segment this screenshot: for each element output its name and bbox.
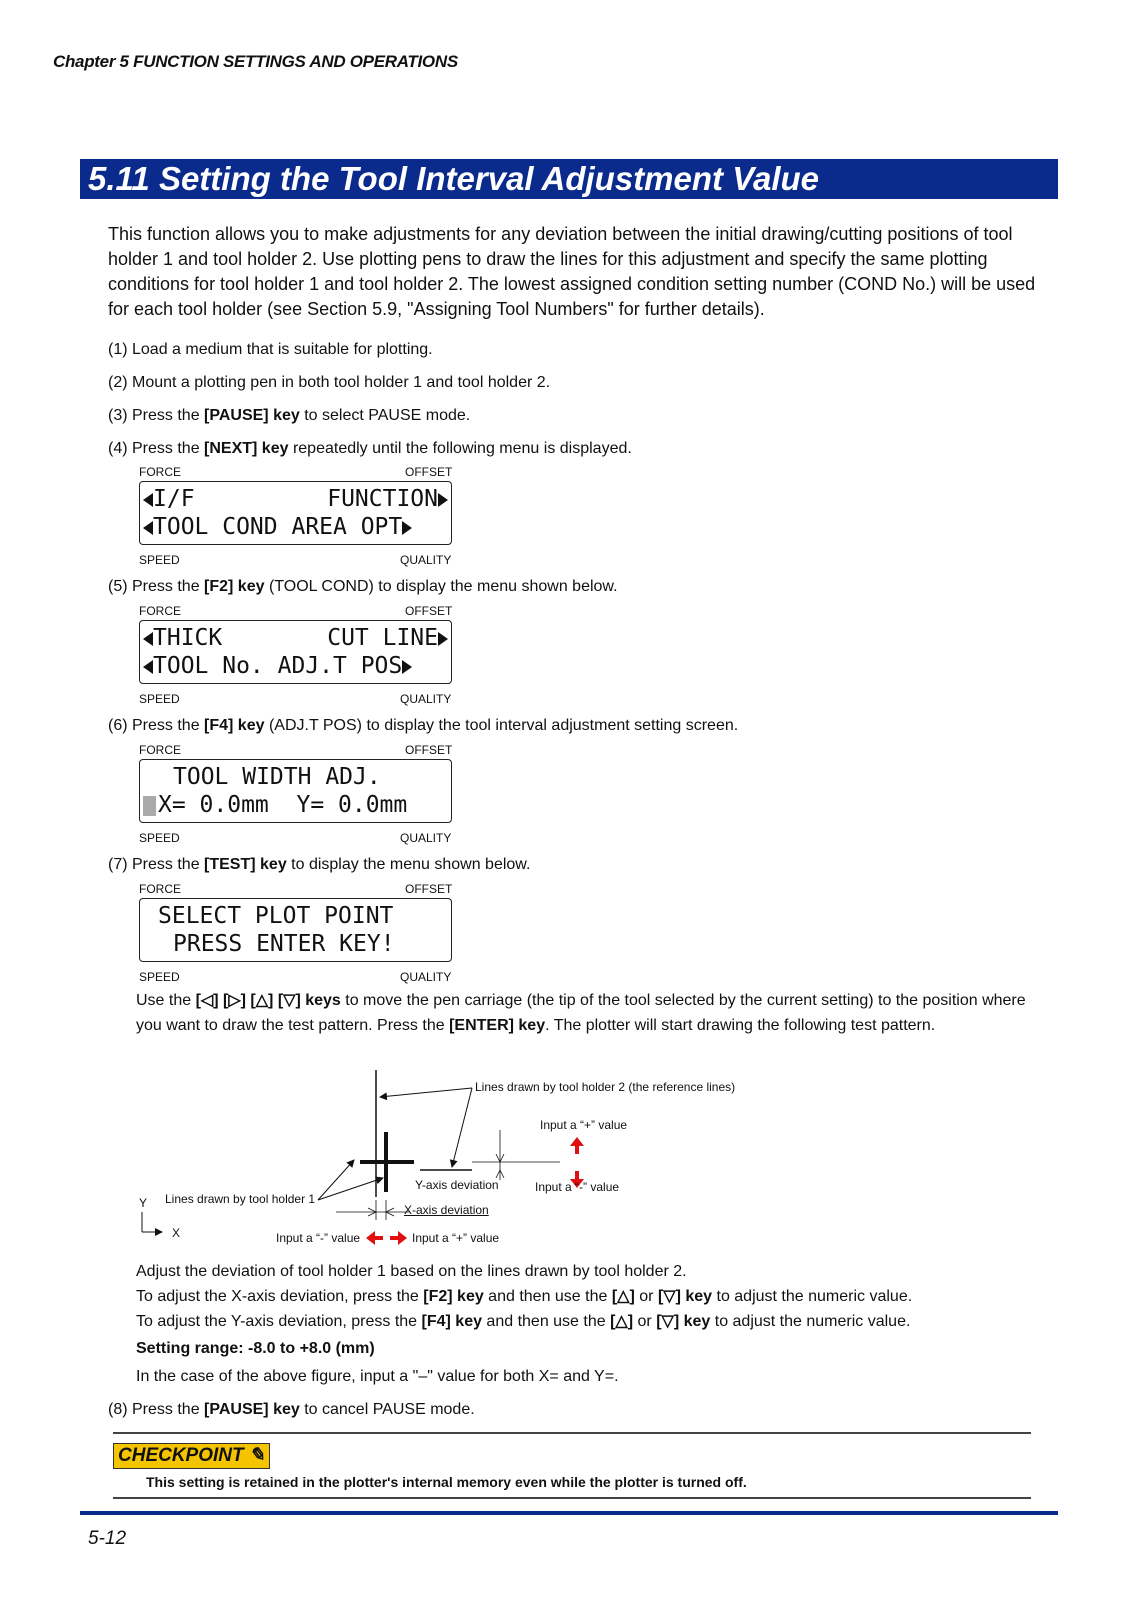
step-7 — [108, 855, 530, 875]
right-arrow-icon — [438, 493, 448, 507]
left-arrow-icon — [143, 660, 153, 674]
step-4-key: [NEXT] key — [204, 440, 289, 457]
lcd1-offset-label: OFFSET — [405, 465, 453, 479]
checkpoint-bottom-rule — [113, 1497, 1031, 1499]
step-1: (1) Load a medium that is suitable for plotting. — [108, 341, 433, 358]
lcd2-r1-right: CUT LINE — [327, 625, 438, 651]
ref-leader-2 — [452, 1088, 472, 1167]
lcd-display-2 — [139, 620, 452, 684]
step-7-text-b: to display the menu shown below. — [286, 856, 531, 873]
step-6-text-b: (ADJ.T POS) to display the tool interval adjustment setting screen. — [264, 717, 739, 734]
step-3-text-a: (3) Press the — [108, 407, 205, 424]
step-6 — [108, 716, 738, 736]
lcd2-speed-label: SPEED — [139, 692, 180, 706]
y-dev-label: Y-axis deviation — [415, 1178, 499, 1192]
lcd2-row2 — [140, 652, 451, 680]
lcd-display-1 — [139, 481, 452, 545]
lcd4-r1-text: SELECT PLOT POINT — [158, 903, 394, 929]
right-arrow-icon — [402, 521, 412, 535]
holder1-label: Lines drawn by tool holder 1 — [165, 1192, 316, 1206]
step-5-text-b: (TOOL COND) to display the menu shown below. — [264, 578, 618, 595]
chapter-header: Chapter 5 FUNCTION SETTINGS AND OPERATIONS — [53, 52, 458, 71]
lcd3-r1-text: TOOL WIDTH ADJ. — [173, 764, 381, 790]
lcd2-offset-label: OFFSET — [405, 604, 453, 618]
step-8-text-b: to cancel PAUSE mode. — [299, 1401, 475, 1418]
lcd1-r2-text: TOOL COND AREA OPT — [153, 514, 403, 540]
lcd1-row2 — [140, 513, 451, 541]
minus-bottom-label: Input a “-” value — [276, 1231, 361, 1245]
lcd1-speed-label: SPEED — [139, 553, 180, 567]
lcd2-r1-left: THICK — [153, 625, 223, 651]
step-7-key: [TEST] key — [204, 856, 287, 873]
red-arrow-up-icon — [570, 1137, 584, 1154]
lcd1-force-label: FORCE — [139, 465, 181, 479]
lcd4-force-label: FORCE — [139, 882, 181, 896]
lcd-display-3 — [139, 759, 452, 823]
x-dev-label: X-axis deviation — [404, 1203, 489, 1217]
lcd4-offset-label: OFFSET — [405, 882, 453, 896]
footer-bar — [80, 1511, 1058, 1515]
section-title: 5.11 Setting the Tool Interval Adjustment Value — [88, 160, 820, 197]
lcd1-r1-left: I/F — [153, 486, 195, 512]
step-4 — [108, 439, 632, 459]
lcd3-speed-label: SPEED — [139, 831, 180, 845]
lcd2-force-label: FORCE — [139, 604, 181, 618]
case-note: In the case of the above figure, input a "–" value for both X= and Y=. — [136, 1368, 619, 1385]
checkpoint-badge-text: CHECKPOINT — [118, 1445, 244, 1466]
pencil-icon: ✎ — [243, 1445, 265, 1466]
left-arrow-icon — [143, 493, 153, 507]
lcd-display-4 — [139, 898, 452, 962]
lcd4-speed-label: SPEED — [139, 970, 180, 984]
use-para-text-b: to move the pen carriage (the tip of the tool selected by the current setting) to the position where you want to draw the test pattern. Press the — [136, 992, 1026, 1034]
lcd4-quality-label: QUALITY — [400, 970, 452, 984]
plus-bottom-label: Input a “+” value — [412, 1231, 500, 1245]
step-3-key: [PAUSE] key — [204, 407, 300, 424]
section-banner — [80, 159, 1058, 199]
lcd3-offset-label: OFFSET — [405, 743, 453, 757]
step-7-text-a: (7) Press the — [108, 856, 205, 873]
use-para-keys: [◁] [▷] [△] [▽] keys — [195, 992, 341, 1009]
y-axis-label: Y — [139, 1196, 148, 1210]
setting-range: Setting range: -8.0 to +8.0 (mm) — [136, 1340, 375, 1357]
lcd-cursor — [143, 796, 156, 816]
use-keys-paragraph — [136, 988, 1026, 1038]
right-arrow-icon — [438, 632, 448, 646]
red-arrow-left-icon — [366, 1231, 383, 1245]
checkpoint-text: This setting is retained in the plotter's internal memory even while the plotter is turned off. — [146, 1474, 747, 1490]
lcd4-row1 — [140, 902, 451, 930]
step-4-text-a: (4) Press the — [108, 440, 205, 457]
step-6-text-a: (6) Press the — [108, 717, 205, 734]
step-3 — [108, 406, 470, 426]
red-arrow-right-icon — [390, 1231, 407, 1245]
step-5-key: [F2] key — [204, 578, 265, 595]
step-8 — [108, 1400, 475, 1420]
adjust-line-3: To adjust the Y-axis deviation, press the [F4] key and then use the [△] or [▽] key to adjust the numeric value. — [136, 1313, 911, 1330]
page-number: 5-12 — [88, 1528, 127, 1549]
lcd3-force-label: FORCE — [139, 743, 181, 757]
minus-right-label: Input a “-” value — [535, 1180, 620, 1194]
lcd2-r2-text: TOOL No. ADJ.T POS — [153, 653, 403, 679]
lcd3-row2 — [140, 791, 451, 819]
right-arrow-icon — [402, 660, 412, 674]
checkpoint-top-rule — [113, 1432, 1031, 1434]
lcd4-row2 — [140, 930, 451, 958]
lcd3-row1 — [140, 763, 451, 791]
use-para-text-a: Use the — [136, 992, 196, 1009]
adjust-line-2: To adjust the X-axis deviation, press the [F2] key and then use the [△] or [▽] key to adjust the numeric value. — [136, 1288, 913, 1305]
adjust-line-1: Adjust the deviation of tool holder 1 based on the lines drawn by tool holder 2. — [136, 1263, 687, 1280]
adjust-paragraph — [136, 1259, 1066, 1334]
intro-paragraph: This function allows you to make adjustments for any deviation between the initial drawing/cutting positions of tool holder 1 and tool holder 2. Use plotting pens to draw the lines for this adjustment and specify the same plotting conditions for tool holder 1 and tool holder 2. The lowest assigned condition setting number (COND No.) will be used for each tool holder (see Section 5.9, "Assigning Tool Numbers" for further details). — [108, 224, 1036, 319]
ref-leader-1 — [380, 1088, 472, 1097]
lcd3-r2-text: X= 0.0mm Y= 0.0mm — [158, 792, 408, 818]
ref-lines-label: Lines drawn by tool holder 2 (the reference lines) — [475, 1080, 736, 1094]
checkpoint-badge — [113, 1443, 270, 1469]
step-4-text-b: repeatedly until the following menu is displayed. — [288, 440, 632, 457]
use-para-enter-key: [ENTER] key — [449, 1017, 546, 1034]
left-arrow-icon — [143, 632, 153, 646]
lcd1-quality-label: QUALITY — [400, 553, 452, 567]
lcd2-quality-label: QUALITY — [400, 692, 452, 706]
lcd1-r1-right: FUNCTION — [327, 486, 438, 512]
step-6-key: [F4] key — [204, 717, 265, 734]
step-3-text-b: to select PAUSE mode. — [299, 407, 471, 424]
step-8-key: [PAUSE] key — [204, 1401, 300, 1418]
lcd1-row1 — [140, 485, 451, 513]
x-axis-label: X — [172, 1226, 181, 1240]
step-2: (2) Mount a plotting pen in both tool holder 1 and tool holder 2. — [108, 374, 551, 391]
lcd4-r2-text: PRESS ENTER KEY! — [173, 931, 395, 957]
step-8-text-a: (8) Press the — [108, 1401, 205, 1418]
lcd3-quality-label: QUALITY — [400, 831, 452, 845]
step-5-text-a: (5) Press the — [108, 578, 205, 595]
left-arrow-icon — [143, 521, 153, 535]
lcd2-row1 — [140, 624, 451, 652]
step-5 — [108, 577, 618, 597]
use-para-text-c: . The plotter will start drawing the following test pattern. — [545, 1017, 936, 1034]
plus-top-label: Input a “+” value — [540, 1118, 628, 1132]
